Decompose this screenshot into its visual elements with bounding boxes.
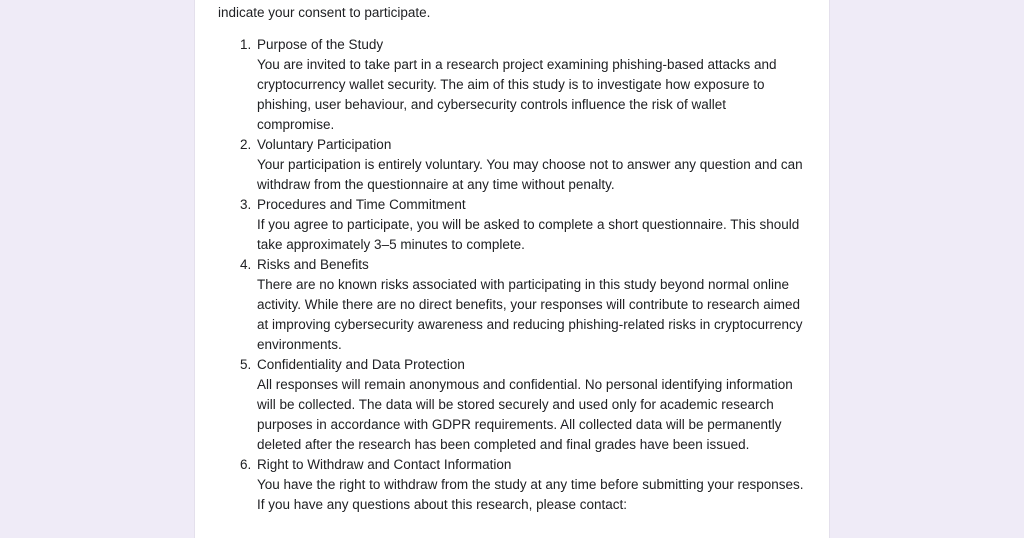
section-text: All responses will remain anonymous and confidential. No personal identifying information will be collected. The data will be stored securely and used only for academic research purposes in accordance with GDPR requirements. All collected data will be permanently deleted after the research has been completed and final grades have been issued. [257, 377, 793, 452]
section-number: 3. [240, 197, 252, 212]
section-text: You have the right to withdraw from the study at any time before submitting your responses. If you have any questions about this research, please contact: [257, 477, 804, 512]
section-text: You are invited to take part in a research project examining phishing-based attacks and cryptocurrency wallet security. The aim of this study is to investigate how exposure to phishing, user behaviour, and cybersecurity controls influence the risk of wallet compromise. [257, 57, 777, 132]
consent-section-risks [240, 255, 805, 355]
section-title: Confidentiality and Data Protection [257, 357, 465, 372]
consent-section-withdraw [240, 455, 805, 515]
section-title: Risks and Benefits [257, 257, 369, 272]
section-number: 5. [240, 357, 252, 372]
consent-form-card [194, 0, 830, 538]
section-number: 1. [240, 37, 252, 52]
section-text: There are no known risks associated with participating in this study beyond normal online activity. While there are no direct benefits, your responses will contribute to research aimed at improving cybersecurity awareness and reducing phishing-related risks in cryptocurrency environments. [257, 277, 803, 352]
section-text: Your participation is entirely voluntary. You may choose not to answer any question and can withdraw from the questionnaire at any time without penalty. [257, 157, 803, 192]
section-title: Purpose of the Study [257, 37, 384, 52]
consent-section-confidentiality [240, 355, 805, 455]
section-number: 2. [240, 137, 252, 152]
consent-section-voluntary [240, 135, 805, 195]
consent-section-procedures [240, 195, 805, 255]
consent-sections-list [240, 35, 805, 515]
section-number: 6. [240, 457, 252, 472]
section-title: Voluntary Participation [257, 137, 392, 152]
section-number: 4. [240, 257, 252, 272]
section-text: If you agree to participate, you will be asked to complete a short questionnaire. This should take approximately 3–5 minutes to complete. [257, 217, 800, 252]
section-title: Procedures and Time Commitment [257, 197, 466, 212]
section-title: Right to Withdraw and Contact Information [257, 457, 512, 472]
consent-intro-text: indicate your consent to participate. [218, 5, 431, 20]
consent-section-purpose [240, 35, 805, 135]
